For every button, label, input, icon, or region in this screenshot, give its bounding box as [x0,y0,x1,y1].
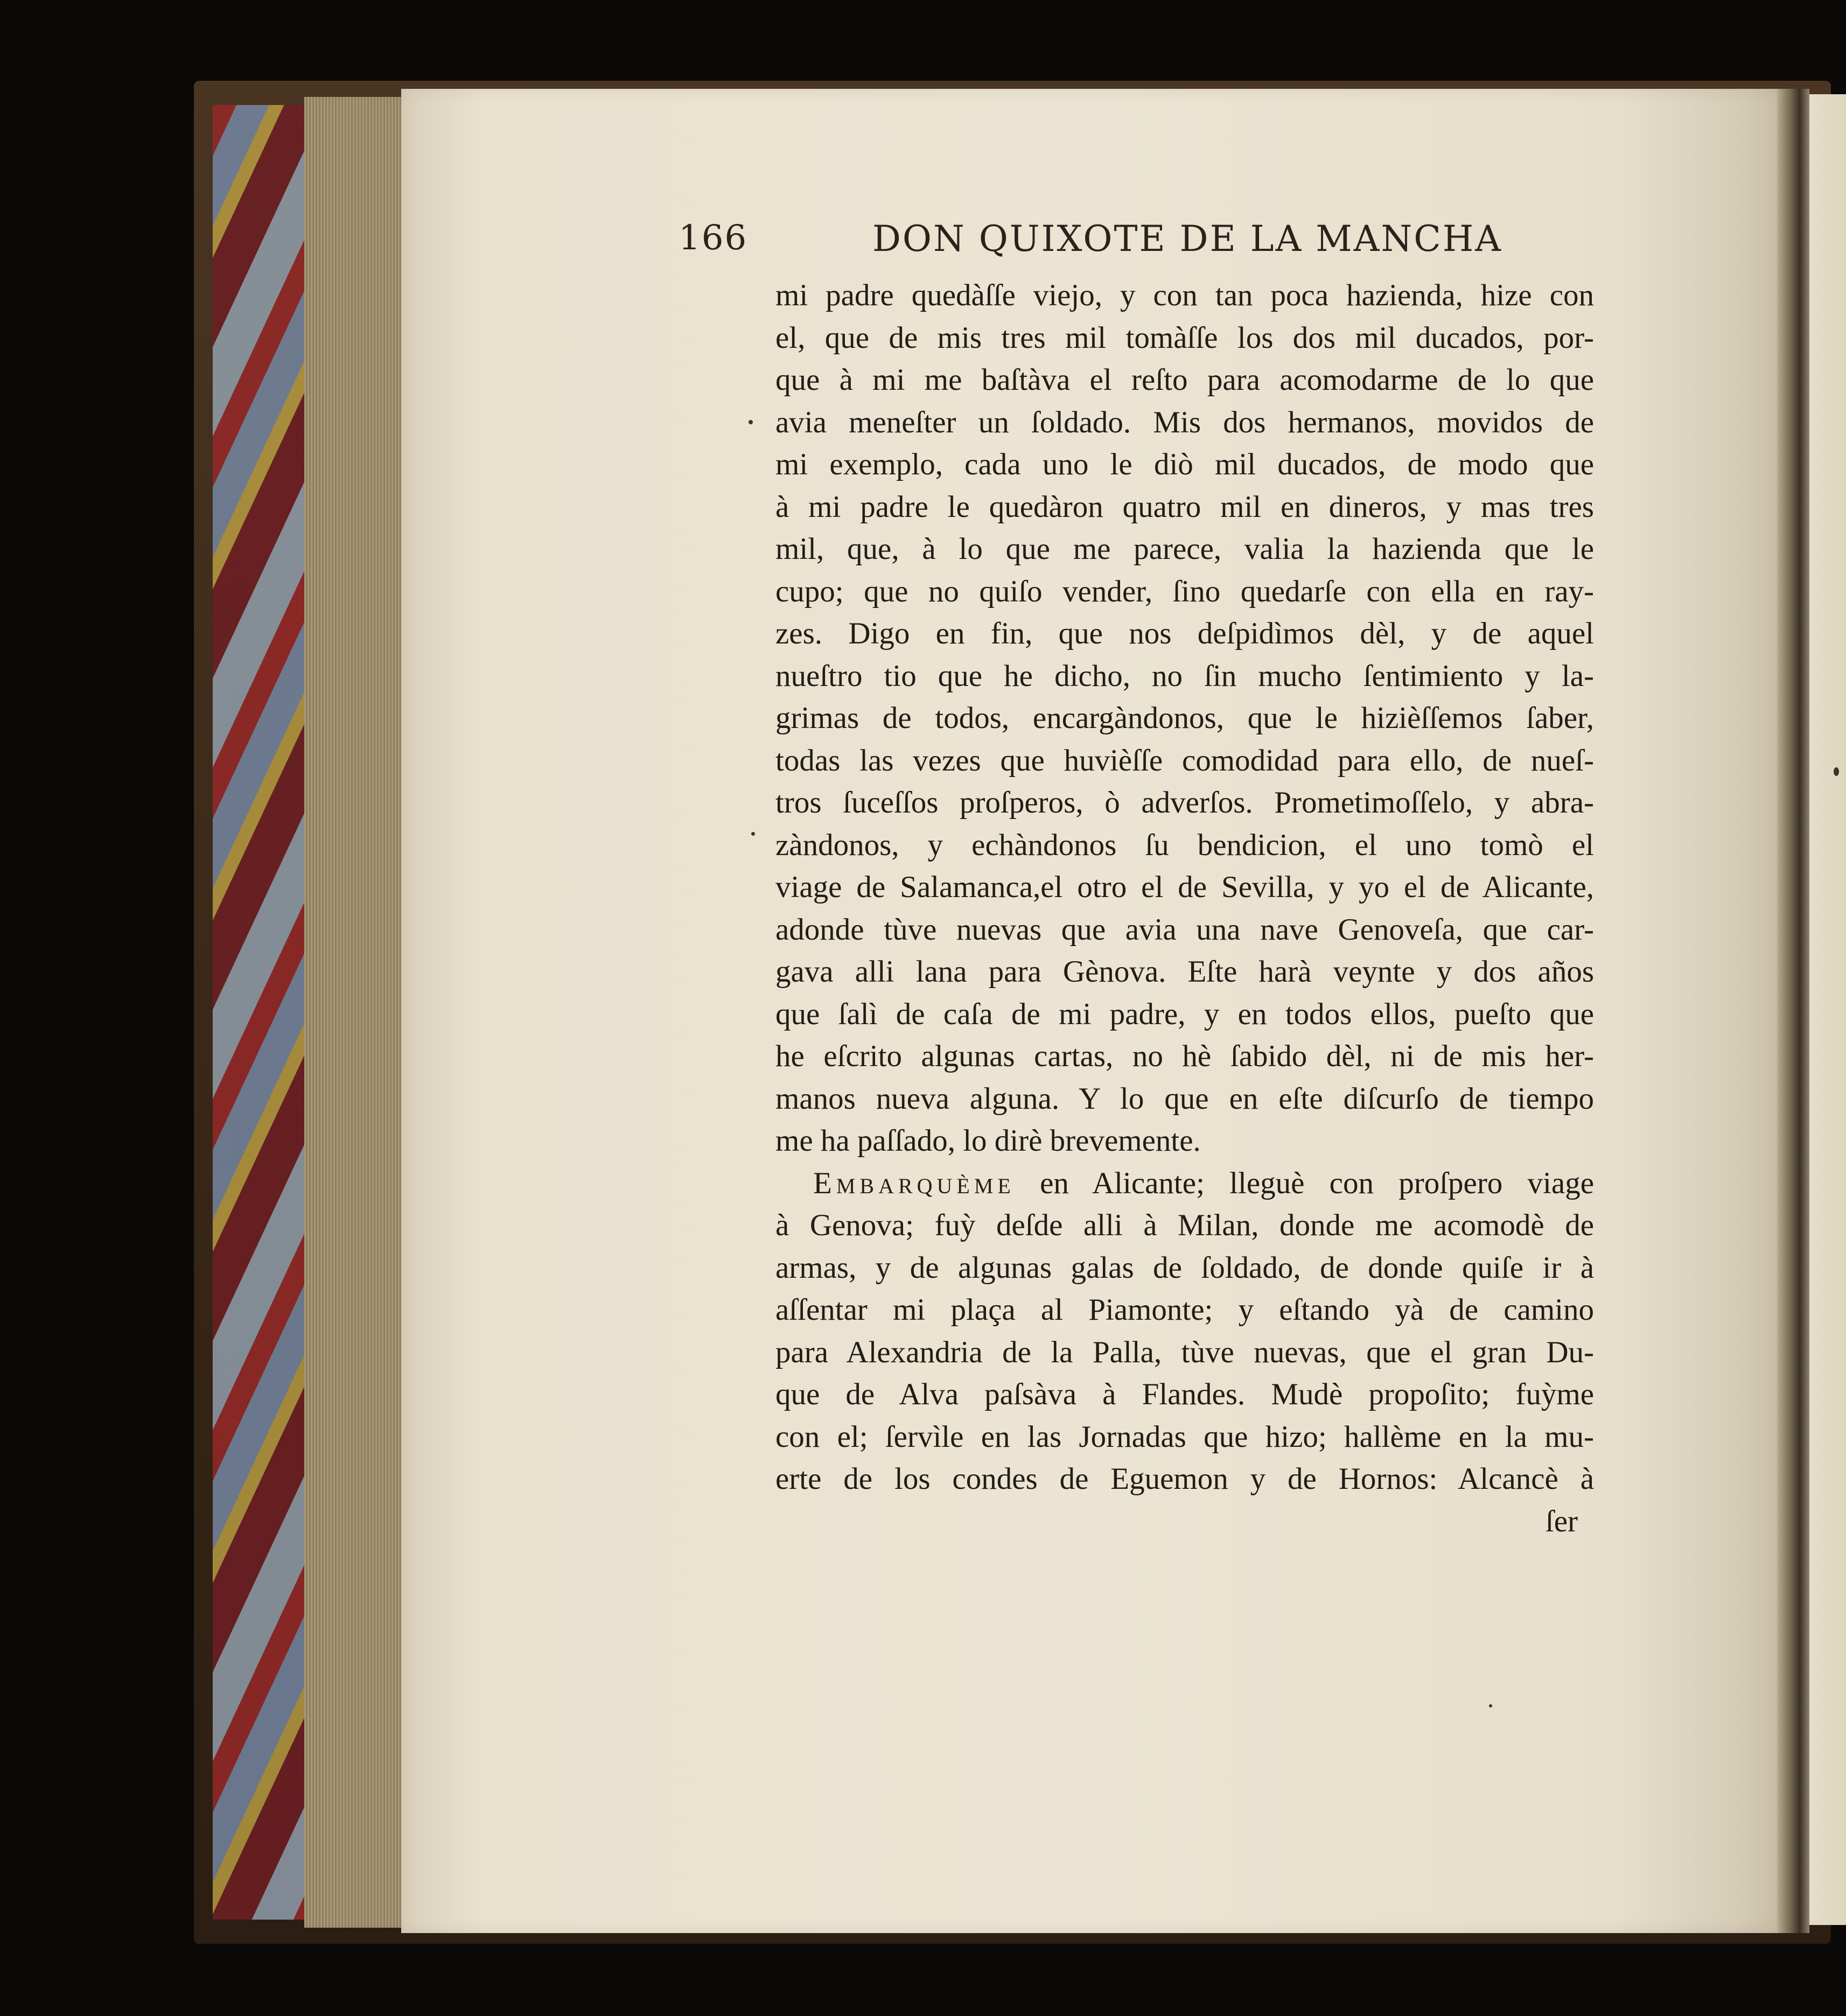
ink-speck [749,420,753,424]
text-line: gava alli lana para Gènova. Eſte harà veynte y dos años [775,955,1594,989]
text-line: adonde tùve nuevas que avia una nave Genoveſa, que car- [775,912,1594,947]
text-line: que de Alva paſsàva à Flandes. Mudè propoſito; fuỳme [775,1377,1594,1411]
text-line: avia meneſter un ſoldado. Mis dos hermanos, movidos de [775,405,1594,439]
text-line: todas las vezes que huvièſſe comodidad para ello, de nueſ- [775,743,1594,778]
facing-page-edge [1809,94,1846,1925]
text-line: que à mi me baſtàva el reſto para acomodarme de lo que [775,363,1594,397]
page-number: 166 [679,218,748,258]
text-line: manos nueva alguna. Y lo que en eſte diſcurſo de tiempo [775,1081,1594,1116]
text-line: armas, y de algunas galas de ſoldado, de donde quiſe ir à [775,1250,1594,1285]
text-line: tros ſuceſſos proſperos, ò adverſos. Prometimoſſelo, y abra- [775,786,1594,820]
text-line: à Genova; fuỳ deſde alli à Milan, donde me acomodè de [775,1208,1594,1242]
text-line: nueſtro tio que he dicho, no ſin mucho ſentimiento y la- [775,659,1594,693]
catchword: ſer [1545,1504,1578,1538]
text-line: zes. Digo en fin, que nos deſpidìmos dèl, y de aquel [775,617,1594,650]
paragraph-opening-line [775,1163,1594,1205]
page-block-edge [304,97,401,1928]
text-line: à mi padre le quedàron quatro mil en dineros, y mas tres [775,489,1594,524]
ink-speck [1834,767,1839,776]
running-title: DON QUIXOTE DE LA MANCHA [872,218,1502,260]
text-line: cupo; que no quiſo vender, ſino quedarſe con ella en ray- [775,574,1594,608]
text-line: grimas de todos, encargàndonos, que le hizièſſemos ſaber, [775,701,1594,735]
text-line: me ha paſſado, lo dirè brevemente. [775,1124,1201,1158]
paragraph-opening-rest: en Alicante; lleguè con proſpero viage [1015,1166,1594,1200]
text-line: viage de Salamanca,el otro el de Sevilla, y yo el de Alicante, [775,870,1594,904]
text-line: aſſentar mi plaça al Piamonte; y eſtando yà de camino [775,1293,1594,1327]
running-head [679,218,1589,272]
text-line: mil, que, à lo que me parece, valia la hazienda que le [775,532,1594,566]
body-text [775,275,1594,1543]
text-line: he eſcrito algunas cartas, no hè ſabido dèl, ni de mis her- [775,1039,1594,1073]
text-line: para Alexandria de la Palla, tùve nuevas, que el gran Du- [775,1335,1594,1369]
text-line: erte de los condes de Eguemon y de Hornos: Alcancè à [775,1462,1594,1496]
marbled-page-edge [213,105,306,1920]
paragraph-lead-word: Embarquème [813,1166,1015,1200]
ink-speck [1489,1704,1492,1707]
text-line: mi padre quedàſſe viejo, y con tan poca hazienda, hize con [775,278,1594,312]
text-line: zàndonos, y echàndonos ſu bendicion, el uno tomò el [775,828,1594,862]
book-gutter [1777,89,1809,1933]
text-line: que ſalì de caſa de mi padre, y en todos ellos, pueſto que [775,997,1594,1031]
ink-speck [751,832,755,836]
text-line: mi exemplo, cada uno le diò mil ducados, de modo que [775,447,1594,481]
text-line: el, que de mis tres mil tomàſſe los dos mil ducados, por- [775,320,1594,355]
text-line: con el; ſervìle en las Jornadas que hizo; hallème en la mu- [775,1419,1594,1454]
